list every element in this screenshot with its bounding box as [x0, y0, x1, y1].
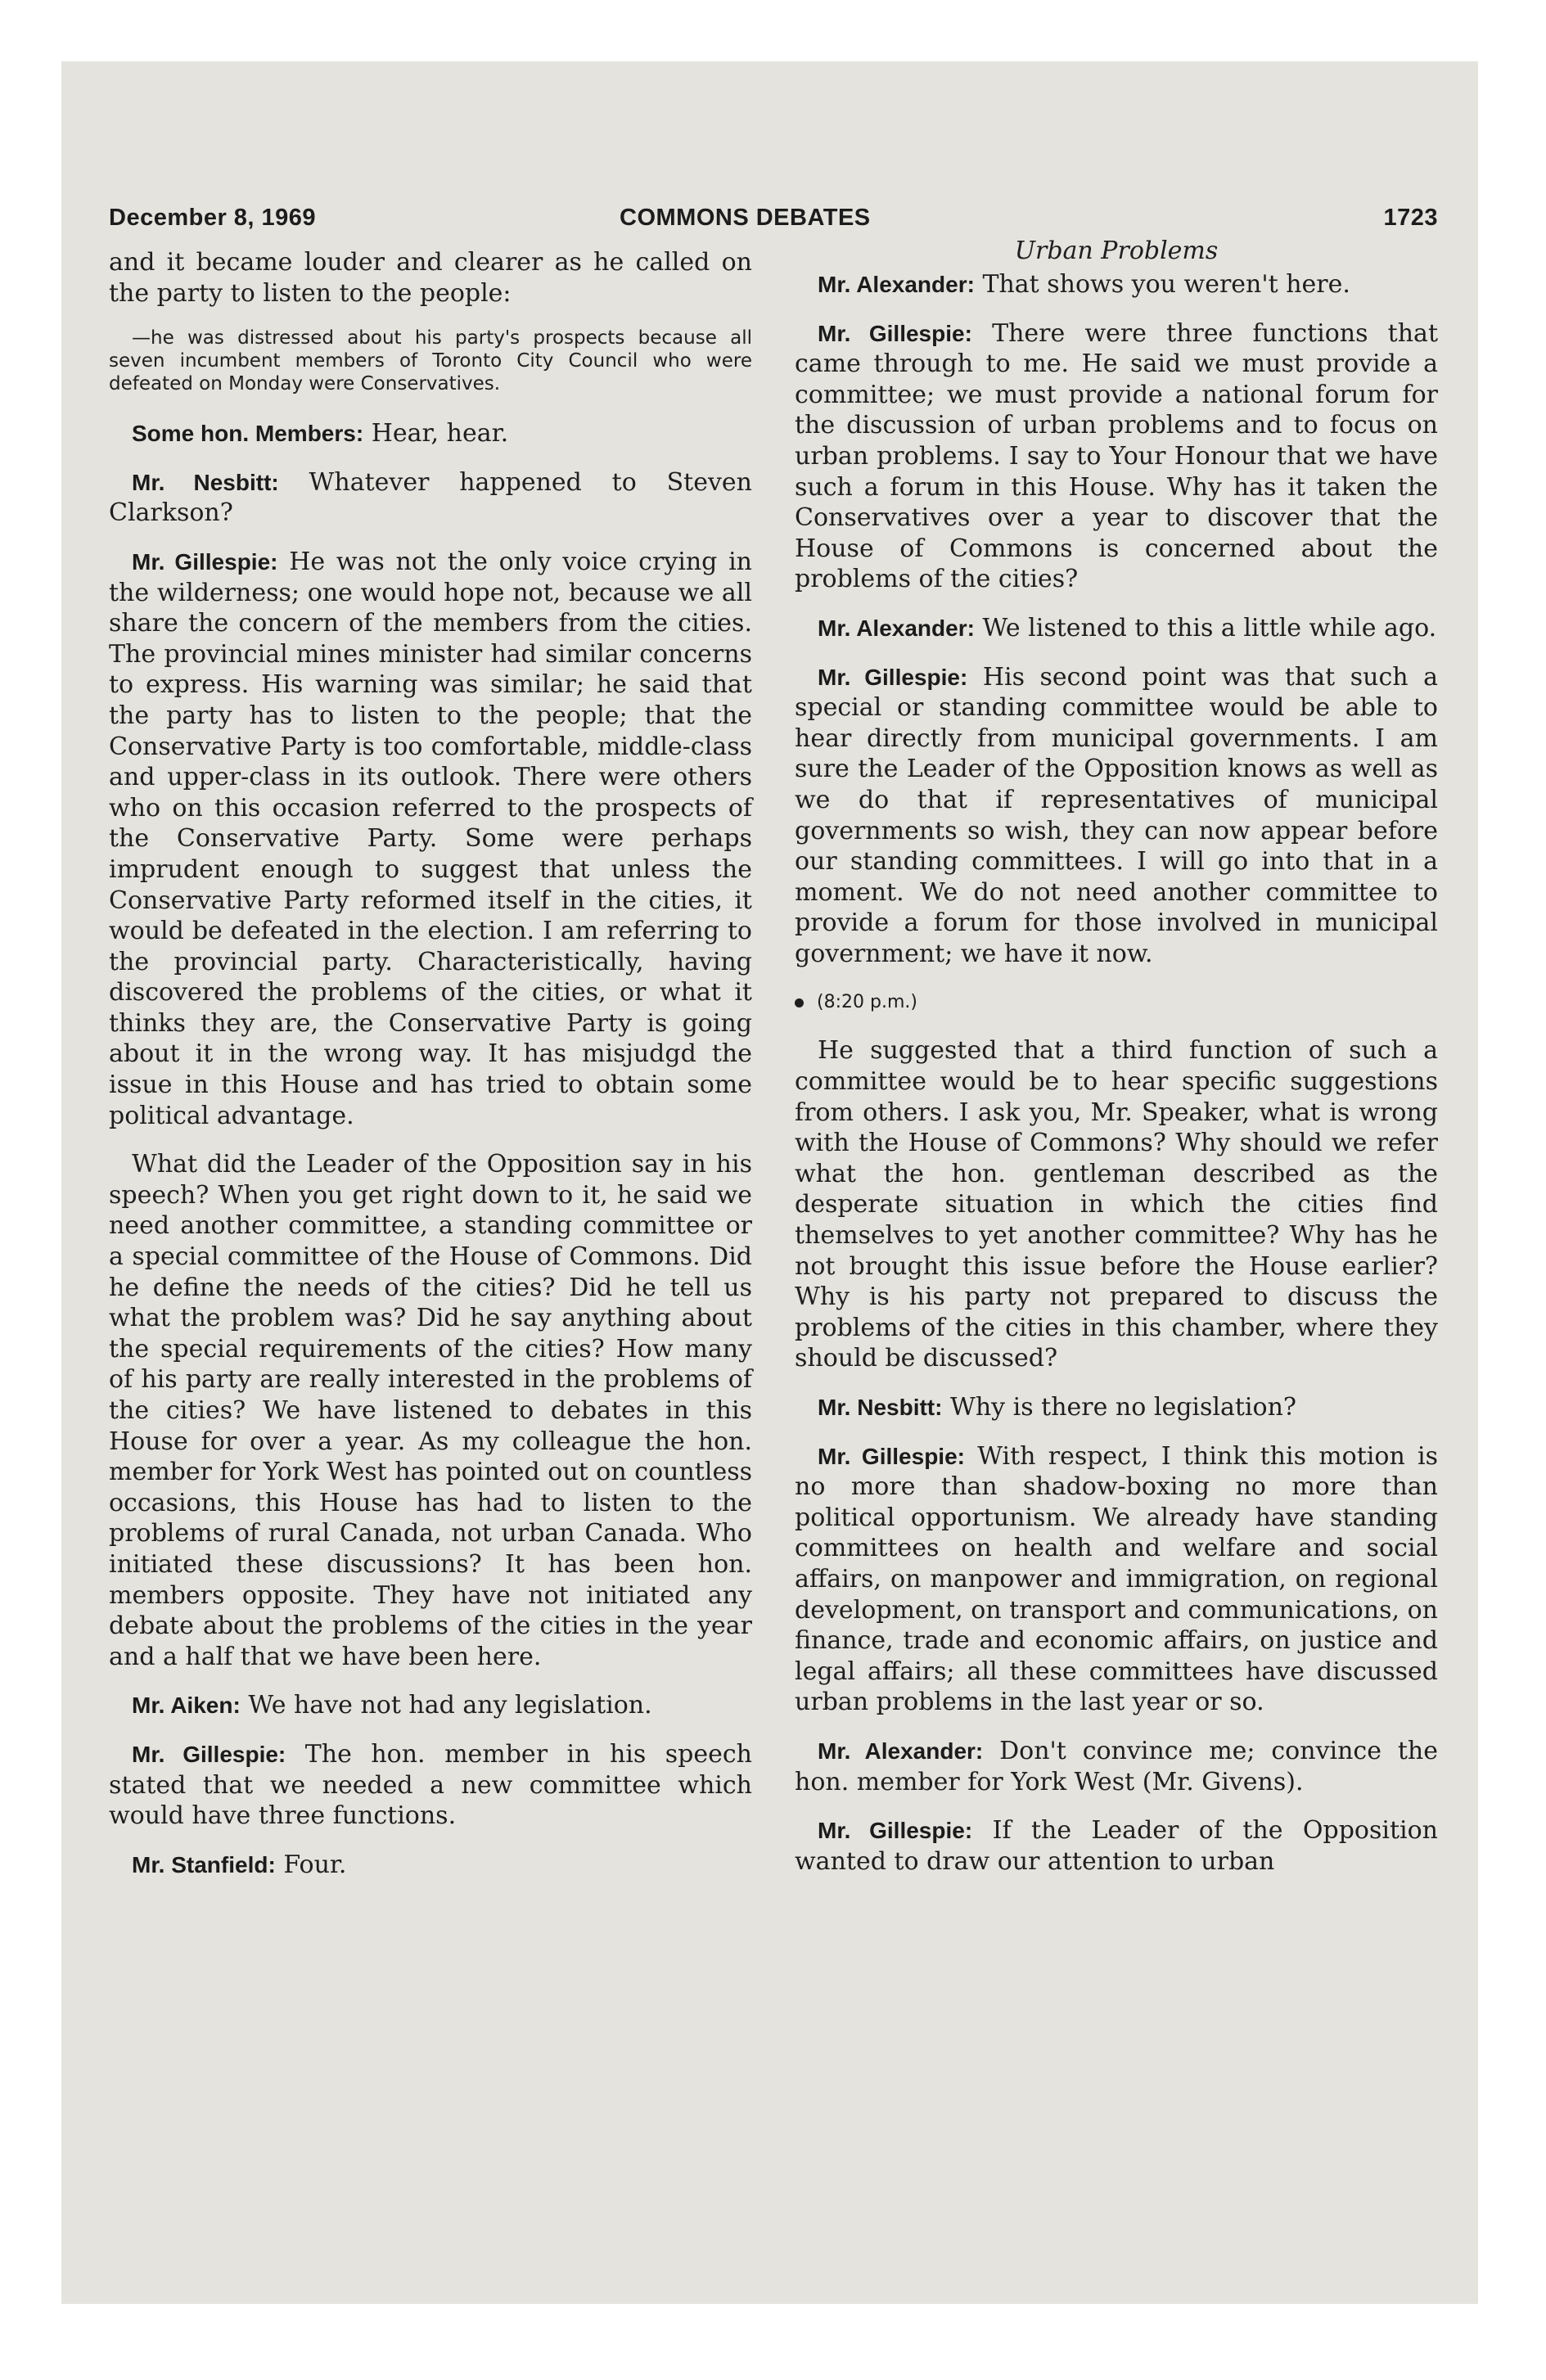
speech-paragraph: [109, 547, 752, 1131]
speech-paragraph: [795, 269, 1438, 300]
speech-paragraph: [795, 662, 1438, 970]
speech-text: Hear, hear.: [363, 419, 509, 449]
header-title: COMMONS DEBATES: [620, 205, 871, 231]
speech-paragraph: [109, 1739, 752, 1832]
speaker-name: Mr. Gillespie:: [818, 664, 968, 690]
speech-paragraph: [109, 1690, 752, 1721]
speech-paragraph: [795, 1736, 1438, 1797]
speaker-name: Mr. Gillespie:: [818, 320, 972, 346]
speech-text: We have not had any legislation.: [240, 1691, 652, 1720]
speech-text: Whatever happened to Steven Clarkson?: [109, 467, 752, 528]
speaker-name: Mr. Gillespie:: [132, 1741, 286, 1767]
document-page: [109, 205, 1438, 2152]
speaker-name: Some hon. Members:: [132, 421, 364, 447]
right-column: [795, 237, 1439, 1895]
speech-text: Why is there no legislation?: [942, 1393, 1296, 1422]
speaker-name: Mr. Aiken:: [132, 1693, 241, 1719]
paragraph: and it became louder and clearer as he called on the party to listen to the people:: [109, 248, 752, 308]
speech-text: Don't convince me; convince the hon. member for York West (Mr. Givens).: [795, 1736, 1438, 1796]
speaker-name: Mr. Gillespie:: [818, 1443, 965, 1469]
speaker-name: Mr. Gillespie:: [818, 1818, 973, 1844]
speech-text: There were three functions that came through to me. He said we must provide a committee; we must provide a national forum for the discussion of urban problems and to focus on urban problems. I say to Your Honour that we have such a forum in this House. Why has it taken the Conservatives over a year to discover that the House of Commons is concerned about the problems of the cities?: [795, 318, 1438, 594]
speaker-name: Mr. Alexander:: [818, 615, 975, 641]
right-column-body: [795, 269, 1438, 1877]
time-marker: [795, 987, 1438, 1017]
bullet-icon: [795, 998, 804, 1007]
speech-text: With respect, I think this motion is no more than shadow-boxing no more than political opportunism. We already have standing committees on health and welfare and social affairs, on manpower and immigration, on regional development, on transport and communications, on finance, trade and economic affairs, on justice and legal affairs; all these committees have discussed urban problems in the last year or so.: [795, 1441, 1438, 1717]
speaker-name: Mr. Stanfield:: [132, 1851, 276, 1877]
speaker-name: Mr. Gillespie:: [132, 548, 278, 575]
speech-paragraph: [109, 418, 752, 449]
quoted-passage: —he was distressed about his party's prospects because all seven incumbent members of Toronto City Council who were defeated on Monday were Conservatives.: [109, 327, 752, 395]
speech-paragraph: [795, 318, 1438, 595]
paragraph: He suggested that a third function of such a committee would be to hear specific suggestions from others. I ask you, Mr. Speaker, what is wrong with the House of Commons? Why should we refer what the hon. gentleman described as the desperate situation in which the cities find themselves to yet another committee? Why has he not brought this issue before the House earlier? Why is his party not prepared to discuss the problems of the cities in this chamber, where they should be discussed?: [795, 1036, 1438, 1373]
speaker-name: Mr. Alexander:: [818, 272, 975, 297]
speech-text: Four.: [275, 1850, 347, 1879]
speaker-name: Mr. Alexander:: [818, 1738, 984, 1764]
paragraph: What did the Leader of the Opposition say in his speech? When you get right down to it, he said we need another committee, a standing committee or a special committee of the House of Commons. Did he define the needs of the cities? Did he tell us what the problem was? Did he say anything about the special requirements of the cities? How many of his party are really interested in the problems of the cities? We have listened to debates in this House for over a year. As my colleague the hon. member for York West has pointed out on countless occasions, this House has had to listen to the problems of rural Canada, not urban Canada. Who initiated these discussions? It has been hon. members opposite. They have not initiated any debate about the problems of the cities in the year and a half that we have been here.: [109, 1150, 752, 1671]
speech-paragraph: [109, 1850, 752, 1881]
speech-paragraph: [795, 1815, 1438, 1877]
speech-text: If the Leader of the Opposition wanted to draw our attention to urban: [795, 1816, 1439, 1876]
speech-text: We listened to this a little while ago.: [974, 613, 1437, 642]
left-column: [109, 247, 752, 1898]
speaker-name: Mr. Nesbitt:: [818, 1395, 943, 1420]
speaker-name: Mr. Nesbitt:: [132, 469, 279, 495]
page-number: 1723: [1383, 205, 1438, 231]
time-stamp: (8:20 p.m.): [817, 992, 917, 1013]
speech-text: That shows you weren't here.: [974, 270, 1350, 299]
speech-paragraph: [795, 1441, 1438, 1718]
running-head: Urban Problems: [1014, 237, 1219, 265]
speech-text: The hon. member in his speech stated that we needed a new committee which would have three functions.: [109, 1739, 752, 1831]
speech-text: He was not the only voice crying in the wilderness; one would hope not, because we all share the concern of the members from the cities. The provincial mines minister had similar concerns to express. His warning was similar; he said that the party has to listen to the people; that the Conservative Party is too comfortable, middle-class and upper-class in its outlook. There were others who on this occasion referred to the prospects of the Conservative Party. Some were perhaps imprudent enough to suggest that unless the Conservative Party reformed itself in the cities, it would be defeated in the election. I am referring to the provincial party. Characteristically, having discovered the problems of the cities, or what it thinks they are, the Conservative Party is going about it in the wrong way. It has misjudgd the issue in this House and has tried to obtain some political advantage.: [109, 547, 753, 1130]
speech-paragraph: [795, 1392, 1438, 1423]
header-date: December 8, 1969: [109, 205, 317, 231]
speech-paragraph: [795, 613, 1438, 644]
speech-paragraph: [109, 467, 752, 529]
speech-text: His second point was that such a special or standing committee would be able to hear directly from municipal governments. I am sure the Leader of the Opposition knows as well as we do that if representatives of municipal governments so wish, they can now appear before our standing committees. I will go into that in a moment. We do not need another committee to provide a forum for those involved in municipal government; we have it now.: [795, 662, 1438, 968]
